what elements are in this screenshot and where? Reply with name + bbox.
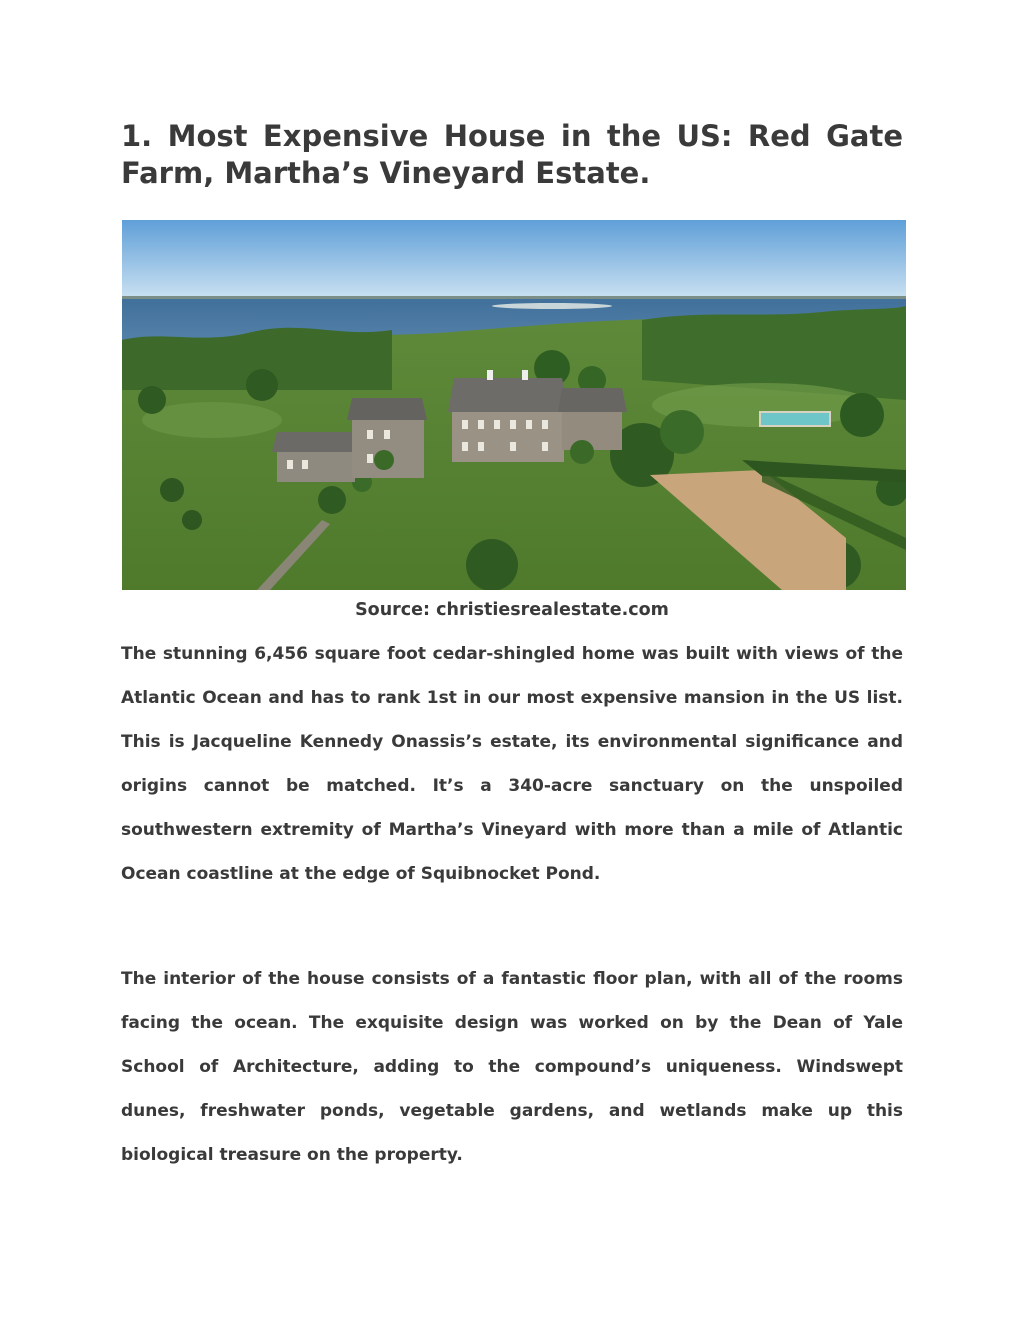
estate-photo xyxy=(122,220,906,590)
body-paragraph-1: The stunning 6,456 square foot cedar-shingled home was built with views of the Atlantic Ocean and has to rank 1st in our most expensive mansion in the US list. This is Jacqueline Kennedy Onassis’s estate, its environmental significance and origins cannot be matched. It’s a 340-acre sanctuary on the unspoiled southwestern extremity of Martha’s Vineyard with more than a mile of Atlantic Ocean coastline at the edge of Squibnocket Pond. xyxy=(121,644,903,884)
article xyxy=(121,118,903,1165)
article-heading: 1. Most Expensive House in the US: Red Gate Farm, Martha’s Vineyard Estate. xyxy=(121,119,903,190)
body-paragraph-2: The interior of the house consists of a fantastic floor plan, with all of the rooms facing the ocean. The exquisite design was worked on by the Dean of Yale School of Architecture, adding to the compound’s uniqueness. Windswept dunes, freshwater ponds, vegetable gardens, and wetlands make up this biological treasure on the property. xyxy=(121,969,903,1165)
image-caption: Source: christiesrealestate.com xyxy=(355,600,669,620)
